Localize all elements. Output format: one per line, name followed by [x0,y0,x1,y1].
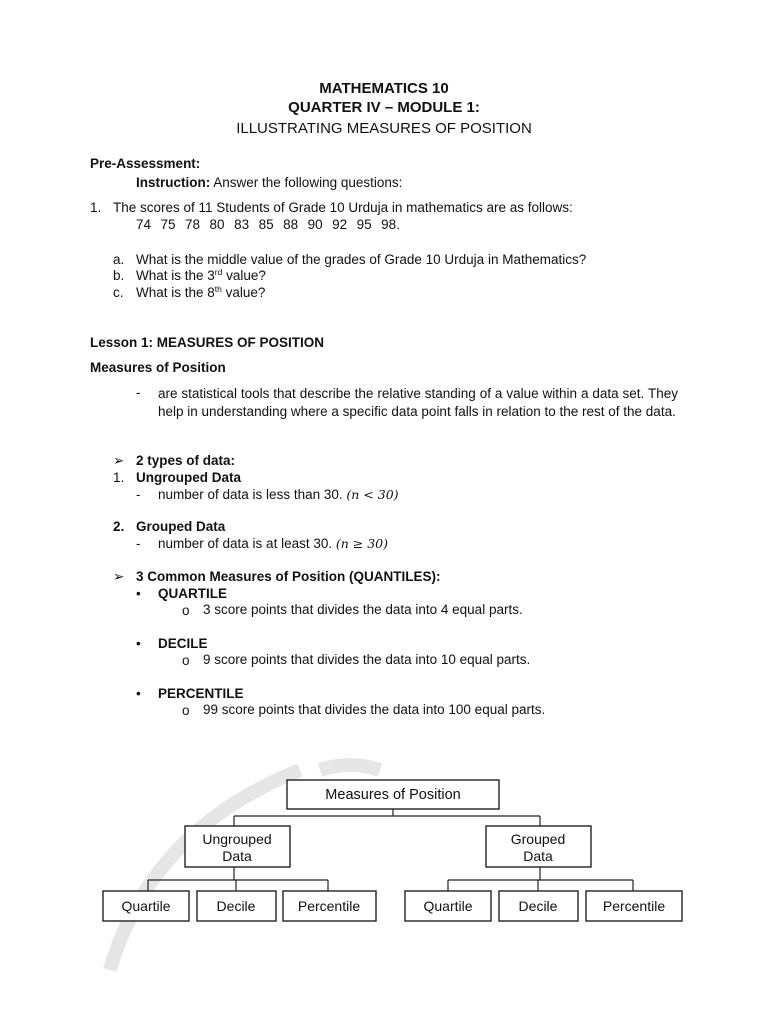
ungrouped-decile-label: Decile [216,898,256,914]
grouped-percentile-label: Percentile [602,898,666,914]
grouped-node-label-line2: Data [523,848,553,864]
type-ungrouped-name: Ungrouped Data [136,470,242,485]
circle-bullet-icon: o [182,653,190,668]
bullet-icon: • [136,636,141,651]
type-grouped-name: Grouped Data [136,519,226,534]
ungrouped-quartile-label: Quartile [121,898,171,914]
dash-bullet: - [136,536,141,551]
lesson-subtitle: Measures of Position [90,360,226,375]
circle-bullet-icon: o [182,603,190,618]
pre-assessment-heading: Pre-Assessment: [90,156,201,171]
grouped-quartile-label: Quartile [423,898,473,914]
measure-decile-desc: 9 score points that divides the data into 10 equal parts. [203,652,531,667]
root-node-label: Measures of Position [325,787,461,803]
sub-question-letter: c. [113,285,124,300]
dash-bullet: - [136,487,141,502]
doc-module-title: QUARTER IV – MODULE 1: [288,99,480,116]
type-ungrouped-desc: number of data is less than 30. (n < 30) [158,487,399,502]
type-grouped-desc: number of data is at least 30. (n ≥ 30) [158,536,389,551]
question-1-number: 1. [90,200,102,215]
grouped-node-label-line1: Grouped [510,831,566,847]
sub-question-b-text: What is the 3rd value? [136,267,266,283]
types-heading: 2 types of data: [136,453,236,468]
measure-quartile-desc: 3 score points that divides the data into 4 equal parts. [203,602,523,617]
instruction-label: Instruction: [136,175,211,190]
sub-question-c-text: What is the 8th value? [136,284,266,300]
sub-question-letter: a. [113,252,125,267]
lesson-title: Lesson 1: MEASURES OF POSITION [90,335,325,350]
type-number: 2. [113,519,125,534]
condition-formula: (n < 30) [346,487,399,502]
measures-heading: 3 Common Measures of Position (QUANTILES): [136,569,441,584]
ungrouped-node-label-line1: Ungrouped [202,831,272,847]
type-number: 1. [113,470,125,485]
measure-percentile-name: PERCENTILE [158,686,244,701]
bullet-icon: • [136,586,141,601]
question-1-text: The scores of 11 Students of Grade 10 Urduja in mathematics are as follows: [113,200,573,215]
grouped-decile-label: Decile [518,898,558,914]
arrow-bullet-icon: ➢ [113,453,125,468]
condition-formula: (n ≥ 30) [335,536,389,551]
arrow-bullet-icon: ➢ [113,569,125,584]
instruction-text: Answer the following questions: [213,175,403,190]
bullet-icon: • [136,686,141,701]
ungrouped-node-label-line2: Data [222,848,252,864]
circle-bullet-icon: o [182,703,190,718]
doc-topic-title: ILLUSTRATING MEASURES OF POSITION [236,120,532,137]
ungrouped-percentile-label: Percentile [297,898,361,914]
scores-list: 74 75 78 80 83 85 88 90 92 95 98. [136,217,400,232]
instruction-line [136,175,402,190]
dash-bullet: - [136,385,141,400]
measure-decile-name: DECILE [158,636,208,651]
measures-of-position-diagram [0,740,768,980]
definition-paragraph: are statistical tools that describe the relative standing of a value within a data set. They help in understanding where a specific data point falls in relation to the rest of the data. [158,386,678,419]
sub-question-a-text: What is the middle value of the grades of Grade 10 Urduja in Mathematics? [136,252,587,267]
sub-question-letter: b. [113,268,125,283]
doc-subject-title: MATHEMATICS 10 [319,80,449,97]
measure-quartile-name: QUARTILE [158,586,227,601]
measure-percentile-desc: 99 score points that divides the data into 100 equal parts. [203,702,546,717]
